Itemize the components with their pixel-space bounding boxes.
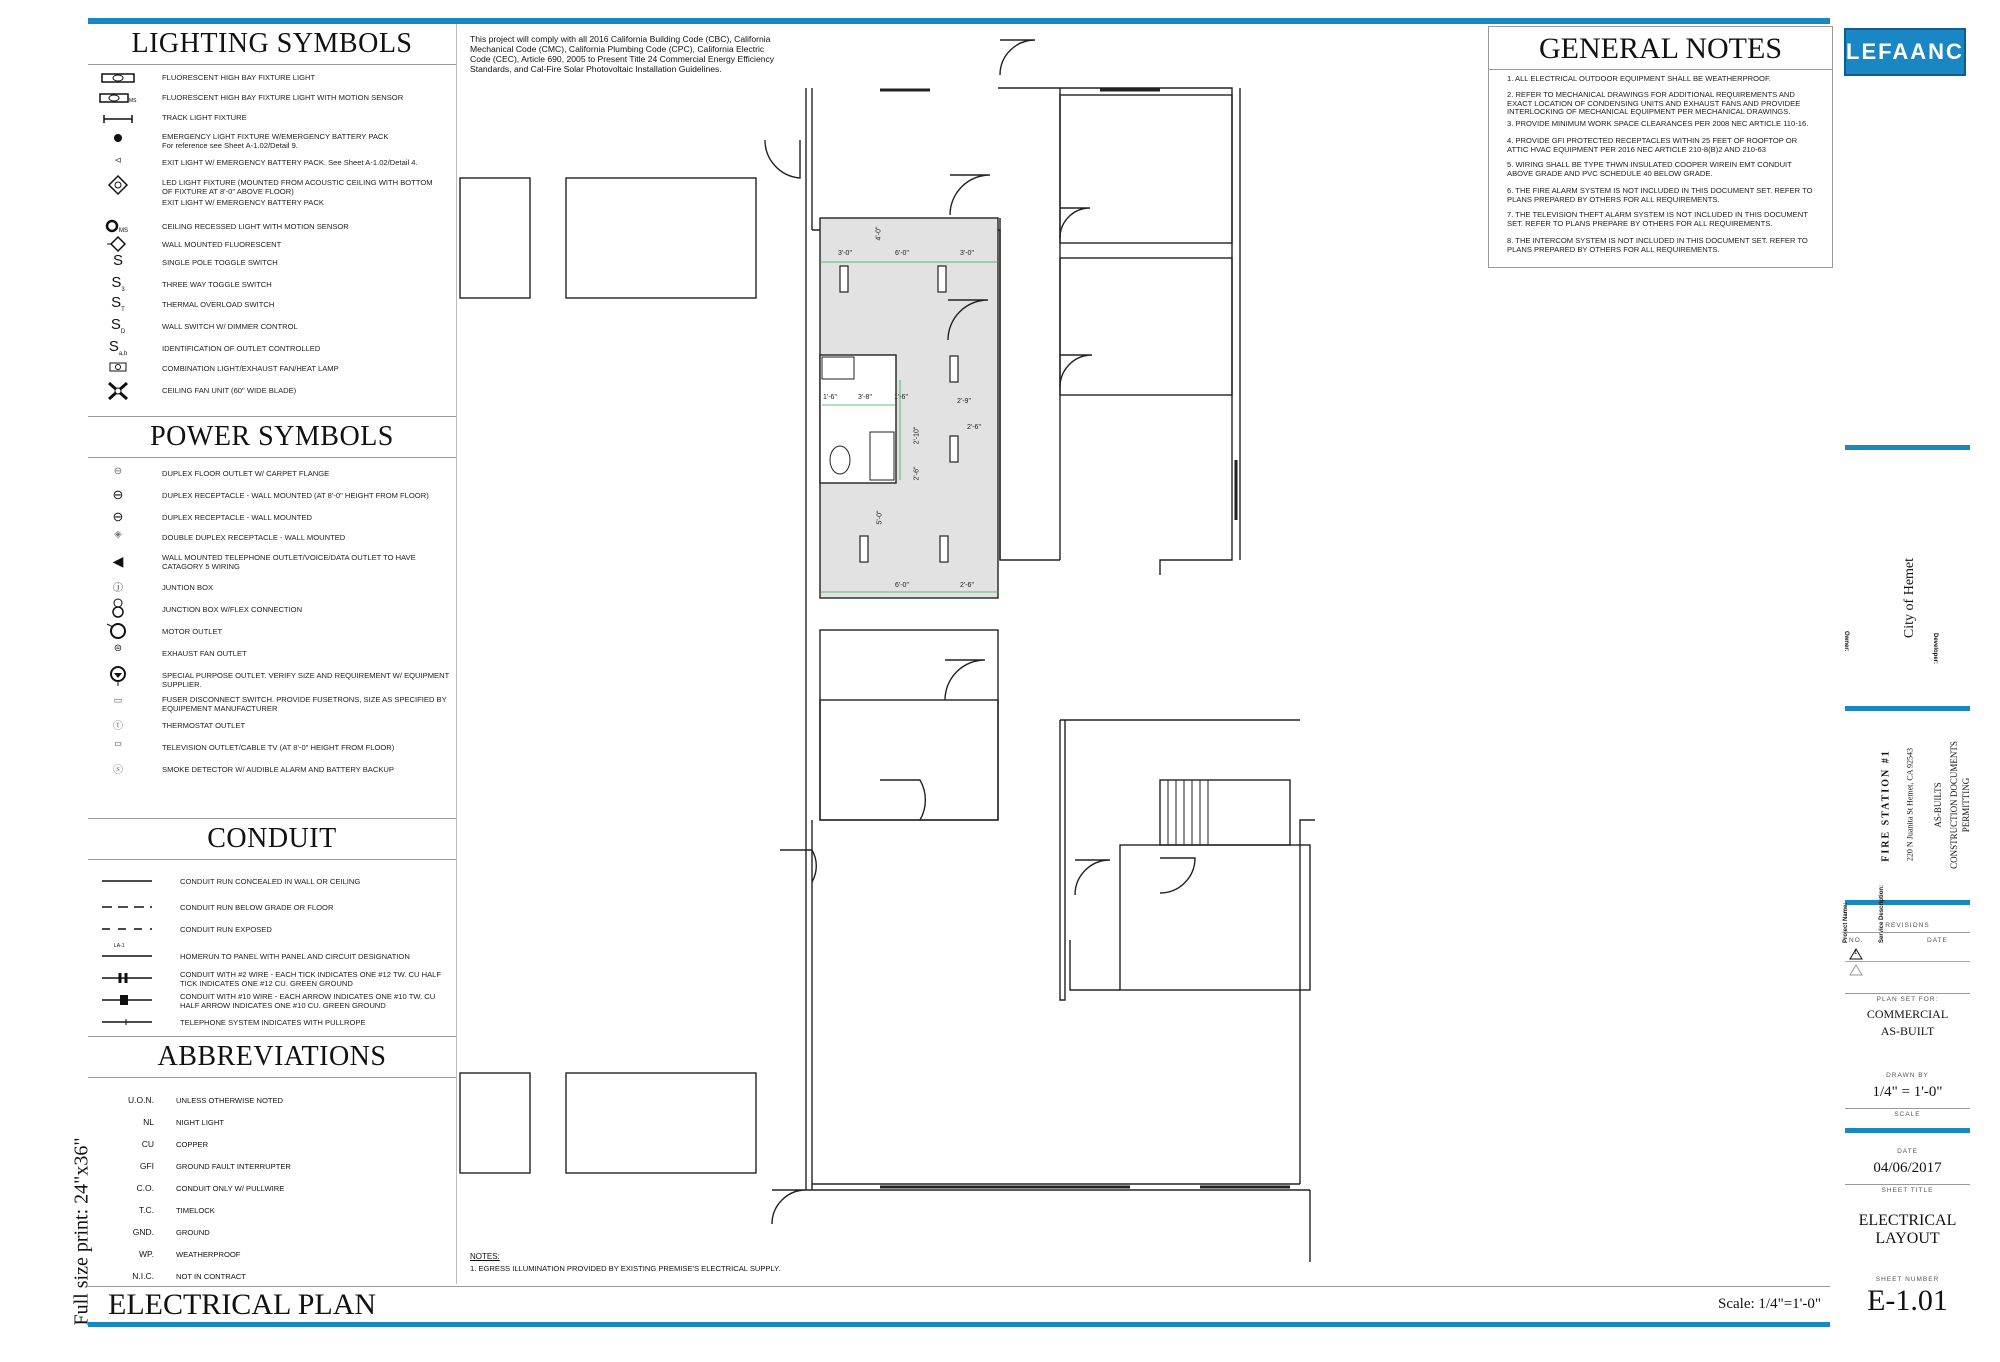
plan-dimension-label: 3'-0" [960,250,974,257]
plan-dimension-label: 2'-6" [960,582,974,589]
dimmer-switch-icon: $S_D$ [110,316,126,335]
led-fixture-icon [98,174,138,199]
conduit-line-samples [88,859,168,1039]
plan-dimension-label: 4'-0" [875,226,883,241]
duplex-receptacle-8ft-icon: ⊖ [112,487,124,502]
plan-dimension-label: 2'-6" [967,424,981,431]
title-block-rule [1845,706,1970,711]
legend-label: For reference see Sheet A-1.02/Detail 9. [162,141,298,150]
legend-label: FUSER DISCONNECT SWITCH. PROVIDE FUSETRONS, SIZE AS SPECIFIED BY EQUIPEMENT MANUFACTURER [162,695,447,713]
company-logo [1844,28,1966,76]
smoke-detector-icon: ⓢ [113,765,123,776]
abbreviation-key: GFI [139,1161,154,1171]
plan-door [1000,40,1035,75]
abbreviations-title: ABBREVIATIONS [88,1037,456,1078]
legend-label: JUNCTION BOX W/FLEX CONNECTION [162,605,303,614]
scale-label: SCALE [1845,1108,1970,1118]
light-exhaust-fan-icon [98,360,138,376]
plan-light-fixture [940,536,948,562]
legend-label: SMOKE DETECTOR W/ AUDIBLE ALARM AND BATTERY BACKUP [162,765,394,774]
plan-wall [460,1073,530,1173]
plan-set-line-1: COMMERCIAL [1866,1007,1949,1021]
abbreviation-value: NIGHT LIGHT [176,1118,224,1127]
sheet-title-line-2: LAYOUT [1875,1230,1940,1247]
legend-label: SPECIAL PURPOSE OUTLET. VERIFY SIZE AND REQUIREMENT W/ EQUIPMENT SUPPLIER. [162,671,450,689]
plan-dimension-label: 6'-0" [895,582,909,589]
plan-wall [460,178,530,298]
track-light-icon [98,111,138,127]
legend-label: DUPLEX FLOOR OUTLET W/ CARPET FLANGE [162,469,330,478]
fused-disconnect-icon: ▭ [113,695,123,705]
sheet-title-label: SHEET TITLE [1845,1184,1970,1194]
electrical-floor-plan [456,24,1356,1286]
owner-label: Owner: [1843,631,1849,652]
plan-bathroom [820,355,896,483]
project-label: Project Name: [1843,902,1849,943]
legend-label: DUPLEX RECEPTACLE - WALL MOUNTED (AT 8'-0" HEIGHT FROM FLOOR) [162,491,429,500]
abbreviation-key: WP. [139,1249,154,1259]
plan-room [1120,845,1310,990]
legend-label: FLUORESCENT HIGH BAY FIXTURE LIGHT [162,73,316,82]
compliance-statement: This project will comply with all 2016 California Building Code (CBC), California Mechanical Code (CMC), California Plumbing Code (CPC), California Electric Code (CEC), Article 690, 2005 to Present Title 24 Commercial Energy Efficiency Standards, and Cal-Fire Solar Photovoltaic Installation Guidelines. [470,34,775,74]
plan-light-fixture [860,536,868,562]
power-symbols-title: POWER SYMBOLS [88,417,456,458]
plan-room [820,700,998,820]
general-notes-title: GENERAL NOTES [1489,29,1832,70]
legend-label: MOTOR OUTLET [162,627,223,636]
plan-wall [566,1073,756,1173]
floor-outlet-icon: ⊖ [113,466,123,477]
plan-door [1075,860,1110,895]
legend-label: THERMAL OVERLOAD SWITCH [162,300,275,309]
general-note-item: 7. THE TELEVISION THEFT ALARM SYSTEM IS NOT INCLUDED IN THIS DOCUMENT SET. REFER TO PLANS PREPARE BY OTHERS FOR ALL REQUIREMENTS. [1507,210,1808,228]
abbreviation-key: CU [141,1139,154,1149]
plan-wall [1300,820,1315,1184]
legend-label: CONDUIT WITH #10 WIRE - EACH ARROW INDICATES ONE #10 TW. CU HALF ARROW INDICATES ONE #10 CU. GREEN GROUND [180,992,436,1010]
plan-dimension-label: 2'-6" [913,466,921,481]
telephone-outlet-icon: ◀ [112,553,124,569]
plan-light-fixture [950,436,958,462]
plan-stairs [1160,780,1208,845]
legend-label: CONDUIT WITH #2 WIRE - EACH TICK INDICATES ONE #12 TW. CU HALF TICK INDICATES ONE #12 CU. GREEN GROUND [180,970,442,988]
title-block-rule [1845,1128,1970,1133]
project-name: FIRE STATION #1 [1880,749,1892,862]
revisions-table [1845,932,1970,991]
plan-light-fixture [938,266,946,292]
plan-set-label: PLAN SET FOR: [1845,993,1970,1003]
service-line-2: CONSTRUCTION DOCUMENTS [1949,741,1959,869]
legend-label: CONDUIT RUN BELOW GRADE OR FLOOR [180,903,334,912]
sheet-title: ELECTRICAL PLAN [108,1288,377,1321]
plan-door [772,1190,806,1224]
legend-label: DOUBLE DUPLEX RECEPTACLE - WALL MOUNTED [162,533,346,542]
tv-outlet-icon: ▭ [114,739,122,748]
legend-label: IDENTIFICATION OF OUTLET CONTROLLED [162,344,321,353]
legend-label: EMERGENCY LIGHT FIXTURE W/EMERGENCY BATTERY PACK [162,132,389,141]
legend-label: CONDUIT RUN EXPOSED [180,925,272,934]
plan-wall [1060,720,1065,1000]
revisions-label: REVISIONS [1885,922,1930,929]
plan-dimension-label: 3'-0" [838,250,852,257]
plan-dimension-label: 1'-6" [823,394,837,401]
sheet-number: E-1.01 [1867,1284,1948,1317]
plan-door [945,660,985,700]
legend-label: WALL SWITCH W/ DIMMER CONTROL [162,322,298,331]
plan-notes-item: 1. EGRESS ILLUMINATION PROVIDED BY EXISTING PREMISE'S ELECTRICAL SUPPLY. [470,1264,781,1273]
three-way-switch-icon: $S_3$ [111,274,125,293]
power-symbols-section [88,416,456,819]
junction-box-flex-icon [98,597,138,622]
service-line-3: PERMITTING [1961,777,1971,833]
developer-label: Developer: [1932,633,1938,665]
plan-door [1060,355,1092,387]
plan-dimension-label: 2'-9" [957,398,971,405]
date-label: DATE [1897,1148,1918,1155]
print-size-label: Full size print: 24"x36" [70,1137,93,1326]
general-notes-box [1488,26,1833,268]
abbreviation-key: C.O. [136,1183,154,1193]
abbreviation-value: UNLESS OTHERWISE NOTED [176,1096,284,1105]
svg-text:MS: MS [119,228,128,234]
exit-light-icon: ⊲ [114,155,122,165]
double-duplex-receptacle-icon: ◈ [114,529,122,540]
thermostat-icon: ⓣ [113,721,123,732]
general-note-item: 3. PROVIDE MINIMUM WORK SPACE CLEARANCES PER 2008 NEC ARTICLE 110-16. [1507,119,1809,128]
outlet-id-switch-icon: $S_{a,b}$ [108,338,128,357]
plan-door [1060,208,1090,238]
abbreviation-key: GND. [132,1227,154,1237]
revision-row-line [1845,961,1970,962]
emergency-light-icon [98,131,138,147]
plan-wall [566,178,756,298]
drawn-by-label: DRAWN BY [1886,1072,1929,1079]
plan-door [880,780,925,820]
plan-room [820,630,998,820]
legend-label: SINGLE POLE TOGGLE SWITCH [162,258,278,267]
abbreviation-value: GROUND [176,1228,210,1237]
abbreviation-value: TIMELOCK [176,1206,215,1215]
plan-light-fixture [840,266,848,292]
legend-label: HOMERUN TO PANEL WITH PANEL AND CIRCUIT DESIGNATION [180,952,410,961]
legend-label: TELEPHONE SYSTEM INDICATES WITH PULLROPE [180,1018,366,1027]
scale-note: Scale: 1/4"=1'-0" [1718,1296,1821,1312]
abbreviation-key: T.C. [138,1205,154,1215]
high-bay-fixture-icon [98,71,138,87]
abbreviation-value: NOT IN CONTRACT [176,1272,246,1281]
revision-number: 1 [1854,950,1858,956]
plan-room [1160,780,1290,845]
legend-label: CEILING RECESSED LIGHT WITH MOTION SENSOR [162,222,349,231]
abbreviation-value: COPPER [176,1140,209,1149]
bottom-border-rule [88,1322,1830,1327]
exhaust-fan-outlet-icon: ⊜ [113,643,123,654]
legend-label: EXHAUST FAN OUTLET [162,649,247,658]
legend-label: DUPLEX RECEPTACLE - WALL MOUNTED [162,513,312,522]
revisions-date-header: DATE [1927,937,1948,944]
abbreviation-key: U.O.N. [128,1095,154,1105]
plan-dimension-label: 6'-0" [895,250,909,257]
high-bay-fixture-motion-icon [98,91,138,107]
plan-door [950,175,990,215]
legend-label: FLUORESCENT HIGH BAY FIXTURE LIGHT WITH MOTION SENSOR [162,93,404,102]
plan-set-line-2: AS-BUILT [1880,1024,1935,1038]
plan-dimension-label: 5'-0" [876,510,884,525]
abbreviation-value: CONDUIT ONLY W/ PULLWIRE [176,1184,285,1193]
legend-label: LED LIGHT FIXTURE (MOUNTED FROM ACOUSTIC CEILING WITH BOTTOM OF FIXTURE AT 8'-0" ABOVE FLOOR) [162,178,433,196]
legend-label: WALL MOUNTED FLUORESCENT [162,240,282,249]
general-note-item: 4. PROVIDE GFI PROTECTED RECEPTACLES WITHIN 25 FEET OF ROOFTOP OR ATTIC HVAC EQUIPMENT PER 2016 NEC ARTICLE 210-8(B)2 AND 210-63 [1507,136,1798,154]
general-note-item: 1. ALL ELECTRICAL OUTDOOR EQUIPMENT SHALL BE WEATHERPROOF. [1507,74,1771,83]
general-note-item: 5. WIRING SHALL BE TYPE THWN INSULATED COOPER WIREIN EMT CONDUIT ABOVE GRADE AND PVC SCHEDULE 40 BELOW GRADE. [1507,160,1792,178]
legend-label: CONDUIT RUN CONCEALED IN WALL OR CEILING [180,877,361,886]
revision-delta-icon [1849,963,1863,981]
abbreviation-key: N.I.C. [132,1271,154,1281]
legend-label: EXIT LIGHT W/ EMERGENCY BATTERY PACK. See Sheet A-1.02/Detail 4. [162,158,418,167]
legend-label: JUNTION BOX [162,583,214,592]
legend-label: THERMOSTAT OUTLET [162,721,246,730]
duplex-receptacle-icon: ⊖ [112,509,124,524]
title-block-rule [1845,445,1970,450]
plan-door [780,850,816,882]
sheet-number-label: SHEET NUMBER [1875,1276,1940,1283]
plan-light-fixture [950,356,958,382]
lighting-symbols-section [88,24,456,416]
plan-door [765,140,800,178]
plan-notes-title: NOTES: [470,1252,500,1261]
revisions-no-header: NO. [1849,937,1864,944]
ceiling-fan-icon [98,380,138,405]
project-address: 220 N Juanita St Hemet, CA 92543 [1905,747,1915,862]
svg-text:MS: MS [129,98,137,104]
plan-dimension-label: 1'-6" [894,394,908,401]
plan-room [1060,95,1232,243]
conduit-title: CONDUIT [88,819,456,860]
abbreviation-value: WEATHERPROOF [176,1250,241,1259]
plan-wall [998,88,1232,395]
general-note-item: 6. THE FIRE ALARM SYSTEM IS NOT INCLUDED IN THIS DOCUMENT SET. REFER TO PLANS PREPARED BY OTHERS FOR ALL REQUIREMENTS. [1507,186,1813,204]
legend-label: CEILING FAN UNIT (60" WIDE BLADE) [162,386,297,395]
sheet-title-line-1: ELECTRICAL [1858,1212,1957,1229]
plan-dimension-label: 2'-10" [913,426,921,445]
date-value: 04/06/2017 [1873,1160,1942,1176]
plan-wall [1070,940,1120,990]
junction-box-icon: ⓙ [113,583,123,594]
motor-outlet-icon [98,621,138,644]
legend-label: TELEVISION OUTLET/CABLE TV (AT 8'-0" HEIGHT FROM FLOOR) [162,743,395,752]
conduit-section [88,818,456,1037]
legend-label: THREE WAY TOGGLE SWITCH [162,280,272,289]
service-line-1: AS-BUILTS [1933,782,1943,828]
legend-label: TRACK LIGHT FIXTURE [162,113,247,122]
abbreviation-value: GROUND FAULT INTERRUPTER [176,1162,291,1171]
legend-label: COMBINATION LIGHT/EXHAUST FAN/HEAT LAMP [162,364,339,373]
thermal-switch-icon: $S_T$ [111,294,125,313]
plan-room [1060,258,1232,395]
plan-wall [1160,395,1232,575]
plan-door [1160,858,1195,893]
legend-label: WALL MOUNTED TELEPHONE OUTLET/VOICE/DATA OUTLET TO HAVE CATAGORY 5 WIRING [162,553,416,571]
legend-label: EXIT LIGHT W/ EMERGENCY BATTERY PACK [162,198,324,207]
service-label: Service Description: [1879,884,1885,943]
lighting-symbols-title: LIGHTING SYMBOLS [88,24,456,65]
logo-text: LEFAANC [1846,39,1964,64]
special-purpose-outlet-icon [98,665,138,690]
general-note-item: 2. REFER TO MECHANICAL DRAWINGS FOR ADDITIONAL REQUIREMENTS AND EXACT LOCATION OF CONDENSING UNITS AND EXHAUST FANS AND PROVIDEE INTERLOCKING OF MECHANICAL EQUIPMENT PER MECHANICAL DRAWINGS. [1507,90,1801,117]
scale-value: 1/4" = 1'-0" [1872,1084,1943,1100]
abbreviation-key: NL [143,1117,154,1127]
abbreviations-section [88,1036,456,1287]
owner-name: City of Hemet [1902,557,1917,639]
single-pole-switch-icon: S [112,252,123,269]
general-note-item: 8. THE INTERCOM SYSTEM IS NOT INCLUDED IN THIS DOCUMENT SET. REFER TO PLANS PREPARED BY OTHERS FOR ALL REQUIREMENTS. [1507,236,1808,254]
plan-dimension-label: 3'-8" [858,394,872,401]
homerun-tag: LA-1 [114,943,125,949]
title-block-rule [1845,900,1970,905]
